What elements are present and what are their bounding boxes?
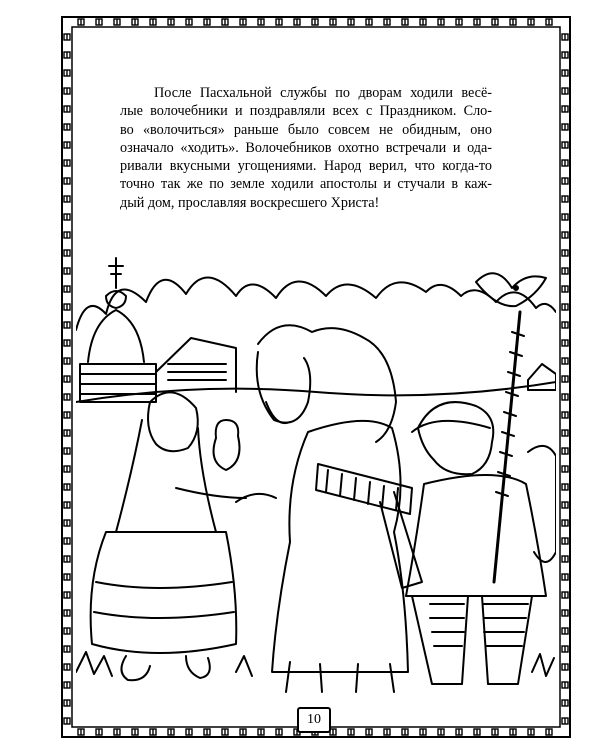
boy-figure xyxy=(406,402,556,684)
story-line: лые волочебники и поздравляли всех с Праздником. Сло- xyxy=(120,103,492,120)
page-number-text: 10 xyxy=(307,712,321,727)
wooden-house-icon xyxy=(156,338,236,392)
old-man-figure xyxy=(236,325,422,692)
story-line: означало «ходить». Волочебников охотно встречали и ода- xyxy=(120,139,492,156)
coloring-illustration xyxy=(76,252,556,704)
story-text xyxy=(120,84,492,212)
church-icon xyxy=(80,258,156,402)
tree-line xyxy=(76,277,556,330)
story-line: точно так же по земле ходили апостолы и стучали в каж- xyxy=(120,176,492,193)
story-line: дый дом, прославляя воскресшего Христа! xyxy=(120,194,380,211)
girl-figure xyxy=(91,392,246,680)
staff-pole xyxy=(494,312,520,582)
story-line: во «волочиться» раньше было совсем не обидным, оно xyxy=(120,121,492,138)
page-number xyxy=(297,707,331,733)
story-line: ривали вкусными угощениями. Народ верил, что когда-то xyxy=(120,158,492,175)
bird-icon xyxy=(476,273,546,306)
story-line: После Пасхальной службы по дворам ходили весё- xyxy=(154,85,492,101)
